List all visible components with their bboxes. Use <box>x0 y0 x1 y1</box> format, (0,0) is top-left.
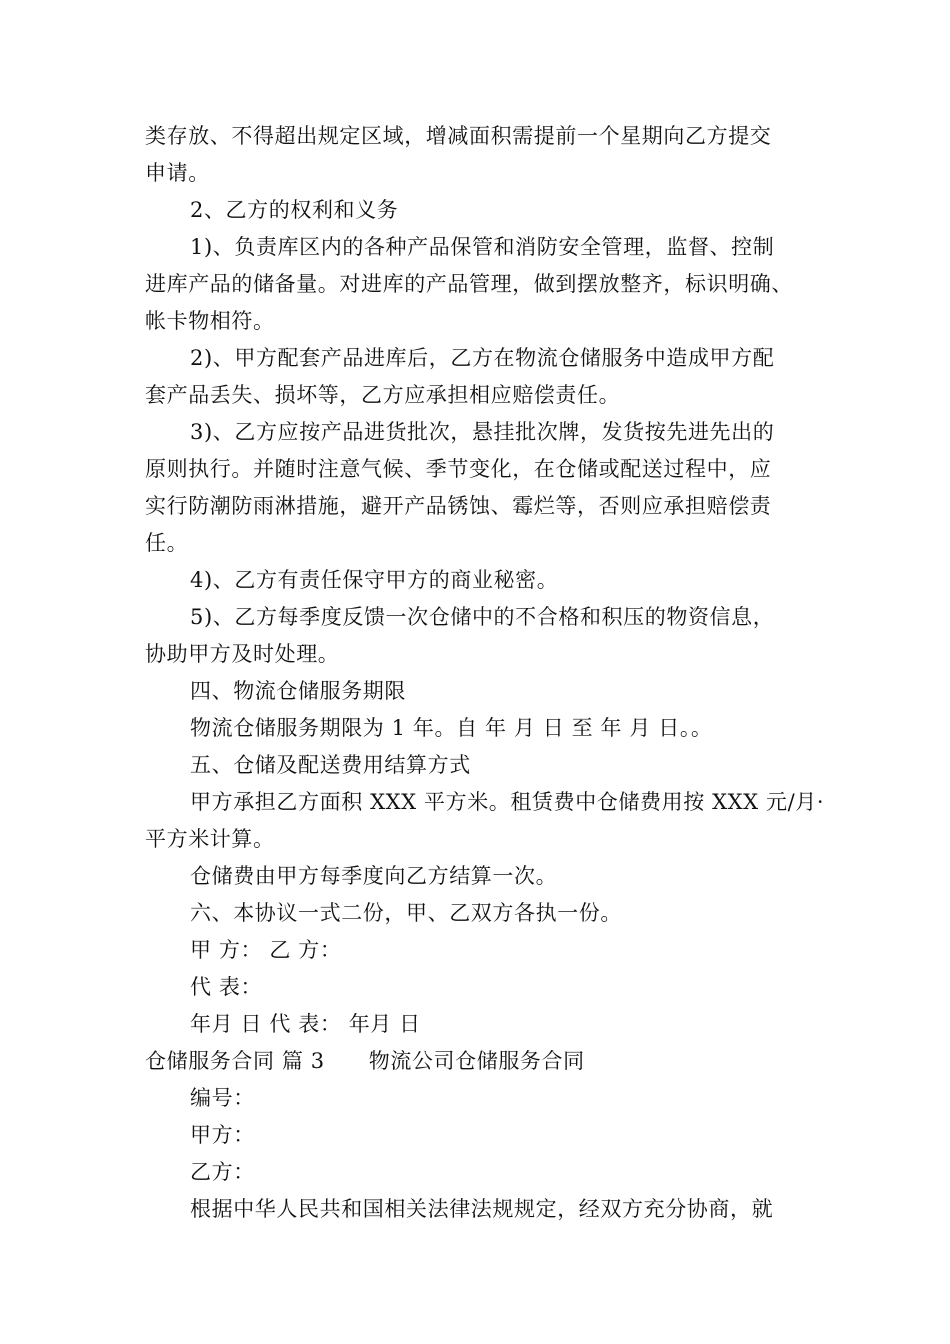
section-heading: 四、物流仓储服务期限 <box>190 679 406 703</box>
paragraph-line: 原则执行。并随时注意气候、季节变化，在仓储或配送过程中，应 <box>145 457 772 481</box>
paragraph-line: 帐卡物相符。 <box>145 309 275 333</box>
paragraph-line: 4)、乙方有责任保守甲方的商业秘密。 <box>190 568 559 592</box>
party-b-label: 乙方： <box>190 1160 255 1184</box>
signature-line: 代 表： <box>190 975 263 999</box>
paragraph-line: 类存放、不得超出规定区域，增减面积需提前一个星期向乙方提交 <box>145 124 772 148</box>
signature-line: 年月 日 代 表： 年月 日 <box>190 1012 421 1036</box>
section-heading: 2、乙方的权利和义务 <box>190 198 399 222</box>
paragraph-line: 物流仓储服务期限为 1 年。自 年 月 日 至 年 月 日。。 <box>190 716 713 740</box>
section-heading: 五、仓储及配送费用结算方式 <box>190 753 471 777</box>
paragraph-line: 申请。 <box>145 161 210 185</box>
article-title-line <box>145 1047 585 1075</box>
paragraph-line: 六、本协议一式二份，甲、乙双方各执一份。 <box>190 901 622 925</box>
article-number: 仓储服务合同 篇 3 <box>145 1049 325 1073</box>
article-title: 物流公司仓储服务合同 <box>368 1049 585 1073</box>
paragraph-line: 平方米计算。 <box>145 827 275 851</box>
paragraph-line: 仓储费由甲方每季度向乙方结算一次。 <box>190 864 558 888</box>
paragraph-line: 套产品丢失、损坏等，乙方应承担相应赔偿责任。 <box>145 383 621 407</box>
paragraph-line: 任。 <box>145 531 189 555</box>
paragraph-line: 3)、乙方应按产品进货批次，悬挂批次牌，发货按先进先出的 <box>190 420 775 444</box>
paragraph-line: 协助甲方及时处理。 <box>145 642 340 666</box>
paragraph-line: 根据中华人民共和国相关法律法规规定，经双方充分协商，就 <box>190 1197 774 1221</box>
paragraph-line: 甲方承担乙方面积 XXX 平方米。租赁费中仓储费用按 XXX 元/月· <box>190 790 825 814</box>
paragraph-line: 实行防潮防雨淋措施，避开产品锈蚀、霉烂等，否则应承担赔偿责 <box>145 494 772 518</box>
party-a-label: 甲方： <box>190 1123 255 1147</box>
paragraph-line: 5)、乙方每季度反馈一次仓储中的不合格和积压的物资信息， <box>190 605 775 629</box>
signature-line: 甲 方： 乙 方： <box>190 938 342 962</box>
paragraph-line: 1)、负责库区内的各种产品保管和消防安全管理，监督、控制 <box>190 235 775 259</box>
paragraph-line: 进库产品的储备量。对进库的产品管理，做到摆放整齐，标识明确、 <box>145 272 793 296</box>
paragraph-line: 2)、甲方配套产品进库后，乙方在物流仓储服务中造成甲方配 <box>190 346 775 370</box>
contract-number-label: 编号： <box>190 1086 255 1110</box>
